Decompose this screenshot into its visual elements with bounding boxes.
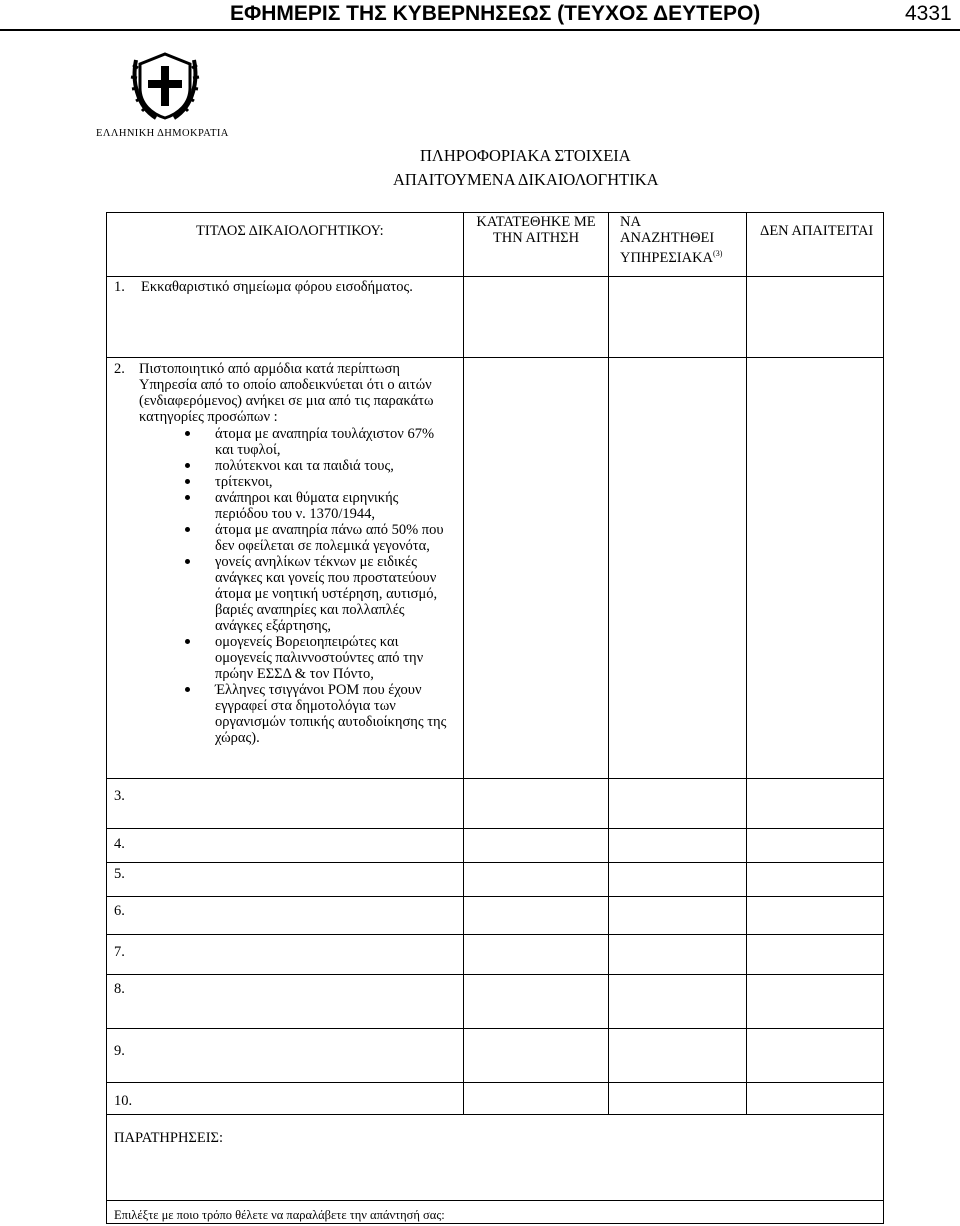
remarks-label: ΠΑΡΑΤΗΡΗΣΕΙΣ: bbox=[114, 1130, 224, 1146]
item-number: 3. bbox=[114, 788, 125, 804]
bullet-icon bbox=[185, 527, 190, 532]
document-subtitle: ΑΠΑΙΤΟΥΜΕΝΑ ΔΙΚΑΙΟΛΟΓΗΤΙΚΑ bbox=[393, 170, 659, 189]
list-item bbox=[215, 554, 455, 634]
table-rule bbox=[106, 1114, 884, 1115]
list-item bbox=[215, 682, 455, 746]
table-rule bbox=[106, 1200, 884, 1201]
bullet-icon bbox=[185, 559, 190, 564]
bullet-icon bbox=[185, 495, 190, 500]
item-number: 4. bbox=[114, 836, 125, 852]
column-divider bbox=[746, 212, 747, 1114]
list-item-text: ομογενείς Βορειοηπειρώτες και ομογενείς παλιννοστούντες από την πρώην ΕΣΣΔ & τον Πόντο, bbox=[215, 634, 424, 682]
table-rule bbox=[106, 1082, 884, 1083]
submitted-column-header: ΚΑΤΑΤΕΘΗΚΕ ΜΕ ΤΗΝ ΑΙΤΗΣΗ bbox=[476, 214, 596, 246]
item-number: 8. bbox=[114, 981, 125, 997]
bullet-icon bbox=[185, 687, 190, 692]
table-rule bbox=[106, 778, 884, 779]
list-item bbox=[215, 634, 455, 682]
list-item bbox=[215, 490, 455, 522]
list-item-text: πολύτεκνοι και τα παιδιά τους, bbox=[215, 458, 394, 474]
table-rule bbox=[106, 1223, 884, 1224]
item-number: 2. bbox=[114, 361, 125, 377]
table-rule bbox=[106, 974, 884, 975]
table-border-right bbox=[883, 212, 884, 1223]
item-number: 1. bbox=[114, 279, 125, 295]
list-item-text: Έλληνες τσιγγάνοι ΡΟΜ που έχουν εγγραφεί στα δημοτολόγια των οργανισμών τοπικής αυτοδιοίκησης της χώρας). bbox=[215, 682, 447, 746]
header-rule bbox=[0, 29, 960, 31]
table-rule bbox=[106, 276, 884, 277]
greek-coat-of-arms-icon bbox=[130, 50, 200, 122]
table-rule bbox=[106, 1028, 884, 1029]
table-border-left bbox=[106, 212, 107, 1223]
title-column-header: ΤΙΤΛΟΣ ΔΙΚΑΙΟΛΟΓΗΤΙΚΟΥ: bbox=[196, 223, 384, 239]
list-item-text: άτομα με αναπηρία τουλάχιστον 67% και τυφλοί, bbox=[215, 426, 435, 458]
list-item bbox=[215, 458, 455, 474]
column-divider bbox=[608, 212, 609, 1114]
delivery-method-prompt: Επιλέξτε με ποιο τρόπο θέλετε να παραλάβετε την απάντησή σας: bbox=[114, 1208, 445, 1222]
not-required-column-header: ΔΕΝ ΑΠΑΙΤΕΙΤΑΙ bbox=[760, 223, 874, 239]
bullet-icon bbox=[185, 431, 190, 436]
item-number: 7. bbox=[114, 944, 125, 960]
running-header bbox=[0, 0, 960, 32]
list-item-text: γονείς ανηλίκων τέκνων με ειδικές ανάγκες και γονείς που προστατεύουν άτομα με νοητική υστέρηση, αυτισμό, βαριές αναπηρίες και πολλαπλές ανάγκες εξάρτησης, bbox=[215, 554, 438, 634]
search-column-header bbox=[620, 214, 732, 266]
table-rule bbox=[106, 896, 884, 897]
item-title: Πιστοποιητικό από αρμόδια κατά περίπτωση Υπηρεσία από το οποίο αποδεικνύεται ότι ο αιτών (ενδιαφερόμενος) ανήκει σε μια από τις παρακάτω κατηγορίες προσώπων : bbox=[139, 361, 434, 425]
table-rule bbox=[106, 212, 884, 213]
gazette-title: ΕΦΗΜΕΡΙΣ ΤΗΣ ΚΥΒΕΡΝΗΣΕΩΣ (ΤΕΥΧΟΣ ΔΕΥΤΕΡΟ) bbox=[230, 2, 761, 25]
bullet-icon bbox=[185, 479, 190, 484]
emblem-caption: ΕΛΛΗΝΙΚΗ ΔΗΜΟΚΡΑΤΙΑ bbox=[96, 128, 229, 139]
list-item-text: ανάπηροι και θύματα ειρηνικής περιόδου του ν. 1370/1944, bbox=[215, 490, 399, 522]
item-number: 10. bbox=[114, 1093, 133, 1109]
bullet-icon bbox=[185, 639, 190, 644]
column-divider bbox=[463, 212, 464, 1114]
category-list bbox=[215, 426, 455, 746]
table-rule bbox=[106, 934, 884, 935]
item-number: 9. bbox=[114, 1043, 125, 1059]
bullet-icon bbox=[185, 463, 190, 468]
item-number: 6. bbox=[114, 903, 125, 919]
table-rule bbox=[106, 357, 884, 358]
list-item-text: άτομα με αναπηρία πάνω από 50% που δεν οφείλεται σε πολεμικά γεγονότα, bbox=[215, 522, 444, 554]
list-item bbox=[215, 474, 455, 490]
document-title: ΠΛΗΡΟΦΟΡΙΑΚΑ ΣΤΟΙΧΕΙΑ bbox=[420, 146, 631, 165]
search-column-label: ΝΑ ΑΝΑΖΗΤΗΘΕΙ ΥΠΗΡΕΣΙΑΚΑ bbox=[620, 214, 715, 266]
table-rule bbox=[106, 828, 884, 829]
list-item bbox=[215, 522, 455, 554]
footnote-mark: (3) bbox=[713, 249, 723, 258]
list-item-text: τρίτεκνοι, bbox=[215, 474, 273, 490]
page-number: 4331 bbox=[905, 2, 952, 25]
item-number: 5. bbox=[114, 866, 125, 882]
item-title: Εκκαθαριστικό σημείωμα φόρου εισοδήματος. bbox=[141, 279, 413, 295]
list-item bbox=[215, 426, 455, 458]
table-rule bbox=[106, 862, 884, 863]
